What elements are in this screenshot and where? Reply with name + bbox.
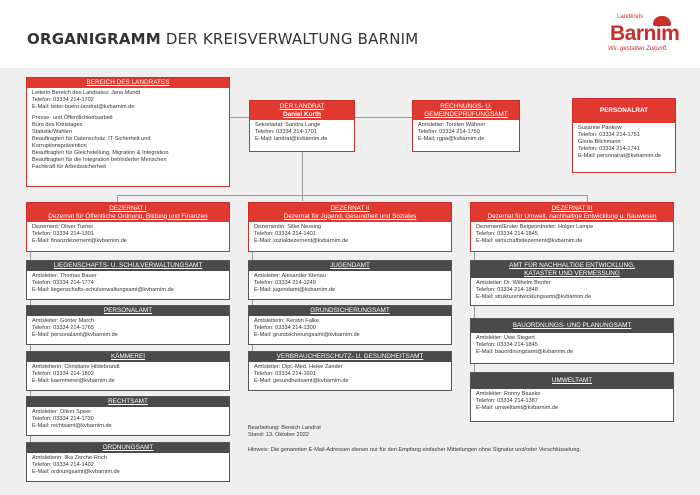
title-rest: DER KREISVERWALTUNG BARNIM — [160, 30, 419, 48]
amt-jugend-title[interactable]: JUGENDAMT — [249, 261, 451, 271]
logo-name: Barnim — [610, 22, 680, 45]
contact-line: E-Mail: strukturentwicklungsamt@kvbarnim.de — [476, 294, 592, 300]
contact-line: E-Mail: landrat@kvbarnim.de — [255, 136, 328, 142]
personalrat-title: PERSONALRAT — [573, 99, 675, 123]
logo-slogan: Wir. gestalten Zukunft. — [608, 46, 668, 52]
bereich-landrat-box — [26, 77, 230, 187]
connector — [117, 195, 118, 202]
amt-recht-box — [26, 396, 230, 436]
contact-line: E-Mail: leiter-buero-landrat@kvbarnim.de — [32, 103, 135, 110]
contact-line: Telefon: 03334 214-1845 — [476, 231, 538, 237]
contact-line: Telefon: 03334 214-1751 — [578, 131, 640, 138]
page-title — [27, 30, 418, 48]
connector — [355, 117, 413, 118]
page-header — [0, 0, 700, 68]
contact-line: Amtsleiter: Dr. Wilhelm Benfer — [476, 280, 551, 286]
landrat-name: Daniel Kurth — [283, 110, 321, 118]
contact-line: Telefon: 03334 214-1765 — [32, 324, 94, 331]
amt-nachhaltig-title[interactable]: AMT FÜR NACHHALTIGE ENTWICKLUNG, KATASTER UND VERMESSUNG — [471, 261, 673, 278]
amt-nachhaltig-box — [470, 260, 674, 306]
dezernat-3-title[interactable]: DEZERNAT III Dezernat für Umwelt, nachhaltige Entwicklung u. Bauwesen — [471, 203, 673, 222]
task-line: Beauftragte/r für Gleichstellung, Migration & Integration — [32, 149, 169, 156]
contact-line: Amtsleiterin: Christiane Hildebrandt — [32, 363, 120, 370]
contact-line: Amtsleiterin: Ilka Zerche-Roch — [32, 454, 107, 461]
contact-line: Telefon: 03334 214-1249 — [254, 279, 316, 286]
contact-line: Amtsleiter: Dipl.-Med. Heike Zander — [254, 363, 343, 370]
contact-line: E-Mail: kaemmerei@kvbarnim.de — [32, 377, 115, 384]
barnim-logo — [600, 14, 690, 58]
contact-line: E-Mail: gesundheitsamt@kvbarnim.de — [254, 377, 349, 384]
contact-line: Susanne Pankow — [578, 124, 622, 131]
contact-line: Amtsleiter: Thomas Bauer — [32, 272, 97, 279]
dezernat-1-title[interactable]: DEZERNAT I Dezernat für Öffentliche Ordnung, Bildung und Finanzen — [27, 203, 229, 222]
personalrat-box — [572, 98, 676, 173]
amt-liegenschaft-box — [26, 260, 230, 300]
contact-line: Telefon: 03334 214-1848 — [476, 287, 538, 293]
contact-line: Dezernentin: Silke Nessing — [254, 224, 322, 230]
amt-kaemmerei-box — [26, 351, 230, 391]
task-line: Beauftragte/r für die Integration behinderter Menschen — [32, 156, 167, 163]
amt-gesundheit-title[interactable]: VERBRAUCHERSCHUTZ- U. GESUNDHEITSAMT — [249, 352, 451, 362]
task-line: Korruptionsprävention — [32, 142, 87, 149]
contact-line: E-Mail: rgpa@kvbarnim.de — [418, 136, 485, 142]
contact-line: E-Mail: sozialdezernent@kvbarnim.de — [254, 238, 349, 244]
contact-line: Dezernent: Oliver Turner — [32, 224, 94, 230]
rpa-title[interactable]: RECHNUNGS- U. GEMEINDEPRÜFUNGSAMT — [413, 101, 519, 120]
contact-line: Amtsleiter: Uwe Stegert — [476, 334, 535, 341]
task-line: Beauftragte/r für Datenschutz, IT-Sicherheit und — [32, 135, 151, 142]
amt-kaemmerei-title[interactable]: KÄMMEREI — [27, 352, 229, 362]
contact-line: Amtsleiter: Günter March — [32, 317, 95, 324]
contact-line: Amtsleiter: Alexander Klenau — [254, 272, 326, 279]
dezernat-2-box — [248, 202, 452, 252]
contact-line: Telefon: 03334 214-1802 — [32, 370, 94, 377]
task-line: Statistik/Wahlen — [32, 128, 72, 135]
task-line: Presse- und Öffentlichkeitsarbeit — [32, 114, 113, 121]
contact-line: Leiterin Bereich des Landrates: Jana Mundt — [32, 89, 141, 96]
contact-line: E-Mail: grundsicherungsamt@kvbarnim.de — [254, 331, 360, 338]
amt-jugend-box — [248, 260, 452, 300]
dezernat-3-box — [470, 202, 674, 252]
dezernat-1-box — [26, 202, 230, 252]
amt-grundsicherung-box — [248, 305, 452, 345]
connector — [229, 117, 250, 118]
contact-line: Telefon: 03334 214-1402 — [32, 461, 94, 468]
logo-small-text: Landkreis — [617, 14, 644, 20]
contact-line: E-Mail: personalamt@kvbarnim.de — [32, 331, 118, 338]
contact-line: Telefon: 03334 214-1702 — [32, 96, 94, 103]
contact-line: Telefon: 03334 214-1601 — [254, 370, 316, 377]
contact-line: Amtsleiter: Ronny Baaske — [476, 390, 541, 397]
contact-line: Telefon: 03334 214-1300 — [254, 324, 316, 331]
contact-line: Telefon: 03334 214-1774 — [32, 279, 94, 286]
contact-line: Telefon: 03334 214-1401 — [254, 231, 316, 237]
amt-bauordnung-box — [470, 318, 674, 364]
amt-personal-title[interactable]: PERSONALAMT — [27, 306, 229, 316]
footer-bearbeitung: Bearbeitung: Bereich Landrat — [248, 425, 321, 431]
connector — [587, 195, 588, 202]
title-bold: ORGANIGRAMM — [27, 30, 161, 48]
contact-line: Amtsleiterin: Kerstin Falke — [254, 317, 319, 324]
contact-line: Sekretariat: Sandra Lange — [255, 122, 321, 128]
amt-grundsicherung-title[interactable]: GRUNDSICHERUNGSAMT — [249, 306, 451, 316]
contact-line: Amtsleiter: Torsten Wähner — [418, 122, 486, 128]
connector — [302, 152, 303, 201]
contact-line: E-Mail: wirtschaftsdezernent@kvbarnim.de — [476, 238, 583, 244]
amt-umwelt-box — [470, 372, 674, 422]
footer-meta — [248, 425, 321, 439]
contact-line: E-Mail: finanzdezernent@kvbarnim.de — [32, 238, 127, 244]
task-line: Büro des Kreistages — [32, 121, 83, 128]
contact-line: E-Mail: personalrat@kvbarnim.de — [578, 152, 662, 159]
dezernat-2-title[interactable]: DEZERNAT II Dezernat für Jugend, Gesundheit und Soziales — [249, 203, 451, 222]
contact-line: Dezernent/Erster Beigeordneter: Holger Lampe — [476, 224, 594, 230]
contact-line: E-Mail: bauordnungsamt@kvbarnim.de — [476, 348, 574, 355]
task-line: Fachkraft für Arbeitssicherheit — [32, 163, 106, 170]
contact-line: E-Mail: liegenschafts-schulverwaltungsamt@kvbarnim.de — [32, 286, 174, 293]
contact-line: Telefon: 03334 214-1730 — [32, 415, 94, 422]
amt-umwelt-title[interactable]: UMWELTAMT — [471, 373, 673, 389]
landrat-box — [249, 100, 355, 152]
contact-line: E-Mail: rechtsamt@kvbarnim.de — [32, 422, 112, 429]
contact-line: Telefon: 03334 214-1701 — [255, 129, 317, 135]
connector — [117, 195, 587, 196]
amt-ordnung-title[interactable]: ORDNUNGSAMT — [27, 443, 229, 453]
amt-ordnung-box — [26, 442, 230, 482]
contact-line: Amtsleiter: Oliver Speer — [32, 408, 92, 415]
amt-liegenschaft-title[interactable]: LIEGENSCHAFTS- U. SCHULVERWALTUNGSAMT — [27, 261, 229, 271]
amt-bauordnung-title[interactable]: BAUORDNUNGS- UND PLANUNGSAMT — [471, 319, 673, 333]
contact-line: Telefon: 03334 214-1750 — [418, 129, 480, 135]
amt-personal-box — [26, 305, 230, 345]
amt-gesundheit-box — [248, 351, 452, 391]
contact-line: E-Mail: jugendamt@kvbarnim.de — [254, 286, 336, 293]
rpa-box — [412, 100, 520, 152]
landrat-title[interactable]: DER LANDRAT Daniel Kurth — [250, 101, 354, 120]
footer-stand: Stand: 13. Oktober 2022 — [248, 432, 309, 438]
contact-line: Telefon: 03334 214-1301 — [32, 231, 94, 237]
contact-line: E-Mail: ordnungsamt@kvbarnim.de — [32, 468, 120, 475]
contact-line: Telefon: 03334 214-1741 — [578, 145, 640, 152]
contact-line: Gloria Blichmann — [578, 138, 621, 145]
bereich-landrat-title[interactable]: BEREICH DES LANDRATES — [27, 78, 229, 88]
contact-line: Telefon: 03334 214-1387 — [476, 397, 538, 404]
amt-recht-title[interactable]: RECHTSAMT — [27, 397, 229, 407]
contact-line: E-Mail: umweltamt@kvbarnim.de — [476, 404, 559, 411]
footer-hinweis: Hinweis: Die genannten E-Mail-Adressen dienen nur für den Empfang einfacher Mitteilungen ohne Signatur und/oder Verschlüsselung. — [248, 447, 582, 453]
contact-line: Telefon: 03334 214-1845 — [476, 341, 538, 348]
